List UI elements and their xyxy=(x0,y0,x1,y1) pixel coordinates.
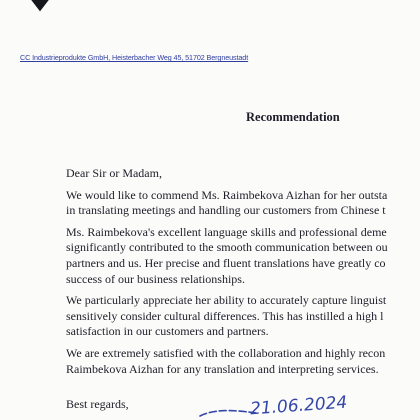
paragraph-line: We would like to commend Ms. Raimbekova Aizhan for her outsta xyxy=(66,187,388,202)
salutation-line: Dear Sir or Madam, xyxy=(66,166,162,180)
closing-line: Best regards, xyxy=(66,397,129,411)
handwritten-date: 21.06.2024 xyxy=(249,392,348,420)
paragraph-recommendation xyxy=(66,346,420,377)
letter-body xyxy=(66,166,420,383)
paragraph-line: significantly contributed to the smooth communication between ou xyxy=(66,240,388,255)
paragraph-line: Ms. Raimbekova's excellent language skills and professional deme xyxy=(66,224,387,239)
salutation xyxy=(66,166,420,182)
paragraph-line: Raimbekova Aizhan for any translation and interpreting services. xyxy=(66,361,379,376)
paragraph-line: success of our business relationships. xyxy=(66,271,245,286)
paragraph-line: We particularly appreciate her ability to accurately capture linguist xyxy=(66,293,387,308)
company-logo-icon xyxy=(12,0,68,18)
paragraph-line: in translating meetings and handling our customers from Chinese t xyxy=(66,203,386,218)
paragraph-skills xyxy=(66,225,420,287)
paragraph-commendation xyxy=(66,188,420,219)
paragraph-line: partners and us. Her precise and fluent translations have greatly co xyxy=(66,255,386,270)
paragraph-line: We are extremely satisfied with the collaboration and highly recon xyxy=(66,345,386,360)
paragraph-line: satisfaction in our customers and partners. xyxy=(66,324,269,339)
sender-address-line: CC Industrieprodukte GmbH, Heisterbacher Weg 45, 51702 Bergneustadt xyxy=(20,53,249,62)
paragraph-appreciation xyxy=(66,293,420,340)
paragraph-line: sensitively consider cultural differences. This has instilled a high l xyxy=(66,308,384,323)
letter-title: Recommendation xyxy=(246,110,340,124)
